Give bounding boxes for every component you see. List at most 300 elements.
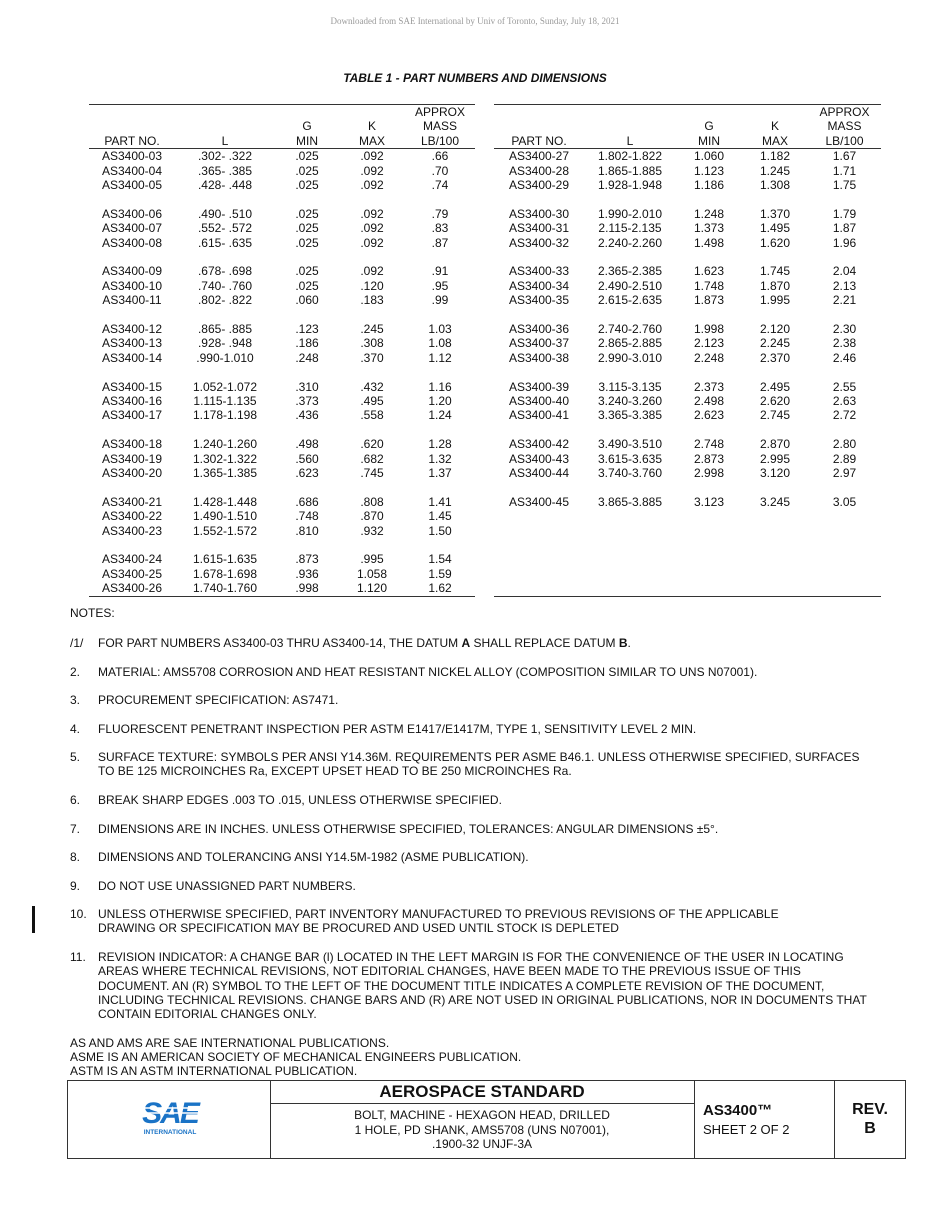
g-min-cell: .025 bbox=[295, 163, 319, 178]
l-cell: 2.365-2.385 bbox=[597, 264, 663, 279]
g-min-cell: .123 bbox=[295, 322, 319, 337]
table-row bbox=[89, 264, 475, 278]
header-approx: APPROX bbox=[808, 105, 881, 120]
g-min-cell: 2.373 bbox=[693, 379, 725, 394]
part-number-cell: AS3400-28 bbox=[508, 163, 570, 178]
change-bar bbox=[32, 906, 35, 933]
l-cell: .990-1.010 bbox=[196, 350, 254, 365]
part-number-cell: AS3400-38 bbox=[508, 350, 570, 365]
g-min-cell: .025 bbox=[295, 235, 319, 250]
mass-cell: 2.13 bbox=[832, 278, 857, 293]
table-row bbox=[494, 380, 881, 394]
table-row bbox=[89, 322, 475, 336]
mass-cell: 1.03 bbox=[428, 322, 452, 337]
mass-cell: 1.79 bbox=[832, 206, 857, 221]
mass-cell: 1.62 bbox=[405, 581, 475, 596]
part-number-cell: AS3400-43 bbox=[508, 451, 570, 466]
table-row bbox=[89, 380, 475, 394]
logo-cell bbox=[68, 1081, 271, 1158]
l-cell: 1.052-1.072 bbox=[192, 379, 258, 394]
table-row bbox=[89, 178, 475, 192]
g-min-cell: .810 bbox=[295, 523, 319, 538]
note-9-text: DO NOT USE UNASSIGNED PART NUMBERS. bbox=[98, 879, 356, 893]
k-max-cell: .682 bbox=[360, 451, 384, 466]
l-cell: 3.365-3.385 bbox=[597, 408, 663, 423]
mass-cell: 1.28 bbox=[428, 437, 452, 452]
publication-line: AS AND AMS ARE SAE INTERNATIONAL PUBLICATIONS. bbox=[70, 1036, 390, 1050]
k-max-cell: 1.620 bbox=[759, 235, 791, 250]
g-min-cell: .060 bbox=[295, 293, 319, 308]
note-7-text: DIMENSIONS ARE IN INCHES. UNLESS OTHERWISE SPECIFIED, TOLERANCES: ANGULAR DIMENSIONS ±5°. bbox=[98, 822, 719, 836]
l-cell: 2.615-2.635 bbox=[597, 293, 663, 308]
group-spacer bbox=[89, 250, 475, 264]
part-number-cell: AS3400-32 bbox=[508, 235, 570, 250]
table-row bbox=[89, 509, 475, 523]
part-number-cell: AS3400-41 bbox=[508, 408, 570, 423]
part-number-cell: AS3400-22 bbox=[101, 509, 163, 524]
title-cell bbox=[270, 1081, 695, 1158]
k-max-cell: .245 bbox=[360, 322, 384, 337]
k-max-cell: .495 bbox=[360, 394, 384, 409]
part-number-cell: AS3400-27 bbox=[508, 149, 570, 164]
l-cell: 3.240-3.260 bbox=[597, 394, 663, 409]
mass-cell: 2.30 bbox=[832, 322, 857, 337]
header-part-no: PART NO. bbox=[89, 134, 175, 149]
table-row bbox=[494, 279, 881, 293]
l-cell: .428- .448 bbox=[197, 178, 253, 193]
table-row bbox=[494, 495, 881, 509]
table-row bbox=[494, 149, 881, 164]
k-max-cell: 1.870 bbox=[759, 278, 791, 293]
g-min-cell: 2.248 bbox=[693, 350, 725, 365]
table-row bbox=[89, 408, 475, 422]
empty-row bbox=[494, 524, 881, 538]
table-row bbox=[89, 221, 475, 235]
k-max-cell: 2.245 bbox=[759, 336, 791, 351]
g-min-cell: .686 bbox=[295, 494, 319, 509]
k-max-cell: 1.495 bbox=[759, 221, 791, 236]
k-max-cell: 1.058 bbox=[356, 566, 388, 581]
l-cell: .490- .510 bbox=[197, 206, 253, 221]
l-cell: 1.928-1.948 bbox=[597, 178, 663, 193]
table-row bbox=[494, 164, 881, 178]
l-cell: .740- .760 bbox=[197, 278, 253, 293]
group-spacer bbox=[89, 365, 475, 379]
l-cell: .365- .385 bbox=[197, 163, 253, 178]
l-cell: .615- .635 bbox=[197, 235, 253, 250]
k-max-cell: .308 bbox=[360, 336, 384, 351]
k-max-cell: .808 bbox=[360, 494, 384, 509]
empty-row bbox=[494, 538, 881, 552]
k-max-cell: 2.745 bbox=[759, 408, 791, 423]
note-number: 8. bbox=[70, 850, 81, 864]
l-cell: 3.615-3.635 bbox=[597, 451, 663, 466]
group-spacer bbox=[89, 308, 475, 322]
l-cell: 2.490-2.510 bbox=[597, 278, 663, 293]
part-number-cell: AS3400-34 bbox=[508, 278, 570, 293]
mass-cell: 1.37 bbox=[428, 466, 452, 481]
mass-cell: 2.97 bbox=[832, 466, 857, 481]
revision-value: B bbox=[864, 1120, 876, 1137]
l-cell: 3.115-3.135 bbox=[598, 379, 662, 394]
l-cell: 1.990-2.010 bbox=[597, 206, 663, 221]
table-row bbox=[494, 336, 881, 350]
g-min-cell: 2.498 bbox=[693, 394, 725, 409]
datum-a: A bbox=[461, 636, 471, 650]
note-10-text: UNLESS OTHERWISE SPECIFIED, PART INVENTORY MANUFACTURED TO PREVIOUS REVISIONS OF THE APPLICABLE DRAWING OR SPECIFICATION MAY BE PROCURED AND USED UNTIL STOCK IS DEPLETED bbox=[98, 907, 779, 936]
l-cell: 1.740-1.760 bbox=[175, 581, 275, 596]
table-row bbox=[89, 567, 475, 581]
k-max-cell: 1.245 bbox=[759, 163, 791, 178]
note-2-text: MATERIAL: AMS5708 CORROSION AND HEAT RESISTANT NICKEL ALLOY (COMPOSITION SIMILAR TO UNS N07001). bbox=[98, 665, 758, 679]
note-number: 5. bbox=[70, 750, 81, 764]
table-row bbox=[89, 495, 475, 509]
table-row bbox=[89, 207, 475, 221]
header-k: K bbox=[367, 119, 376, 134]
k-max-cell: .183 bbox=[360, 293, 384, 308]
g-min-cell: .025 bbox=[295, 278, 319, 293]
mass-cell: .87 bbox=[431, 235, 449, 250]
g-min-cell: .025 bbox=[295, 221, 319, 236]
mass-cell: 2.21 bbox=[832, 293, 857, 308]
dimensions-table-right bbox=[494, 104, 881, 597]
mass-cell: 1.50 bbox=[428, 523, 452, 538]
part-number-cell: AS3400-15 bbox=[101, 379, 163, 394]
g-min-cell: 1.373 bbox=[693, 221, 725, 236]
header-l: L bbox=[584, 134, 676, 149]
header-lb100: LB/100 bbox=[808, 134, 881, 149]
l-cell: 2.865-2.885 bbox=[597, 336, 663, 351]
mass-cell: .79 bbox=[431, 206, 449, 221]
datum-b: B bbox=[618, 636, 628, 650]
table-row bbox=[89, 236, 475, 250]
k-max-cell: .120 bbox=[360, 278, 384, 293]
part-number-cell: AS3400-35 bbox=[508, 293, 570, 308]
l-cell: .928- .948 bbox=[197, 336, 253, 351]
empty-row bbox=[494, 581, 881, 596]
g-min-cell: 1.873 bbox=[693, 293, 725, 308]
part-number-cell: AS3400-44 bbox=[508, 466, 570, 481]
notes-heading: NOTES: bbox=[70, 606, 115, 620]
k-max-cell: 1.120 bbox=[339, 581, 405, 596]
k-max-cell: 1.995 bbox=[759, 293, 791, 308]
mass-cell: 1.32 bbox=[428, 451, 452, 466]
k-max-cell: 1.370 bbox=[759, 206, 791, 221]
l-cell: 1.802-1.822 bbox=[597, 149, 663, 164]
note-number: 7. bbox=[70, 822, 81, 836]
table-row bbox=[494, 221, 881, 235]
sae-logo-text: SAE bbox=[142, 1097, 198, 1130]
l-cell: .302- .322 bbox=[197, 149, 253, 164]
sae-logo bbox=[138, 1095, 202, 1137]
l-cell: 3.740-3.760 bbox=[597, 466, 663, 481]
l-cell: .865- .885 bbox=[197, 322, 253, 337]
table-row bbox=[494, 437, 881, 451]
table-row bbox=[89, 394, 475, 408]
publication-line: ASME IS AN AMERICAN SOCIETY OF MECHANICAL ENGINEERS PUBLICATION. bbox=[70, 1050, 522, 1064]
note-number: 9. bbox=[70, 879, 81, 893]
g-min-cell: 1.186 bbox=[693, 178, 725, 193]
note-11-text: REVISION INDICATOR: A CHANGE BAR (l) LOCATED IN THE LEFT MARGIN IS FOR THE CONVENIENCE OF THE USER IN LOCATING AREAS WHERE TECHNICAL REVISIONS, NOT EDITORIAL CHANGES, HAVE BEEN MADE TO THE PREVIOUS ISSUE OF THIS DOCUMENT. AN (R) SYMBOL TO THE LEFT OF THE DOCUMENT TITLE INDICATES A COMPLETE REVISION OF THE DOCUMENT, INCLUDING TECHNICAL REVISIONS. CHANGE BARS AND (R) ARE NOT USED IN ORIGINAL PUBLICATIONS, NOR IN DOCUMENTS THAT CONTAIN EDITORIAL CHANGES ONLY. bbox=[98, 950, 867, 1022]
part-number-cell: AS3400-42 bbox=[508, 437, 570, 452]
l-cell: .552- .572 bbox=[197, 221, 253, 236]
k-max-cell: .620 bbox=[360, 437, 384, 452]
part-number-cell: AS3400-07 bbox=[101, 221, 163, 236]
part-number-cell: AS3400-23 bbox=[101, 523, 163, 538]
mass-cell: 1.59 bbox=[428, 566, 452, 581]
part-number-cell: AS3400-16 bbox=[101, 394, 163, 409]
group-spacer bbox=[89, 192, 475, 206]
k-max-cell: .932 bbox=[360, 523, 384, 538]
mass-cell: 1.08 bbox=[428, 336, 452, 351]
table-row bbox=[494, 466, 881, 480]
standard-heading: AEROSPACE STANDARD bbox=[270, 1081, 694, 1104]
part-number-cell: AS3400-17 bbox=[101, 408, 163, 423]
k-max-cell: .558 bbox=[360, 408, 384, 423]
mass-cell: .83 bbox=[431, 221, 449, 236]
k-max-cell: .745 bbox=[360, 466, 384, 481]
document-cell bbox=[694, 1081, 835, 1158]
l-cell: 1.490-1.510 bbox=[192, 509, 258, 524]
k-max-cell: 2.120 bbox=[759, 322, 791, 337]
header-g: G bbox=[704, 119, 714, 134]
mass-cell: .70 bbox=[431, 163, 449, 178]
table-row bbox=[89, 279, 475, 293]
note-1-text: FOR PART NUMBERS AS3400-03 THRU AS3400-14, THE DATUM A SHALL REPLACE DATUM B. bbox=[98, 636, 631, 650]
mass-cell: 1.24 bbox=[428, 408, 452, 423]
table-row bbox=[89, 524, 475, 538]
note-number: 4. bbox=[70, 722, 81, 736]
g-min-cell: .623 bbox=[295, 466, 319, 481]
g-min-cell: .025 bbox=[295, 149, 319, 164]
table-row bbox=[494, 408, 881, 422]
group-spacer bbox=[89, 538, 475, 552]
dimensions-table-left bbox=[89, 104, 475, 597]
note-number: 2. bbox=[70, 665, 81, 679]
group-spacer bbox=[494, 192, 881, 206]
document-number: AS3400™ bbox=[703, 1102, 773, 1119]
group-spacer bbox=[89, 480, 475, 494]
g-min-cell: .436 bbox=[295, 408, 319, 423]
part-number-cell: AS3400-20 bbox=[101, 466, 163, 481]
note-number: /1/ bbox=[70, 636, 84, 650]
part-number-cell: AS3400-18 bbox=[101, 437, 163, 452]
part-number-cell: AS3400-29 bbox=[508, 178, 570, 193]
l-cell: 1.365-1.385 bbox=[192, 466, 258, 481]
group-spacer bbox=[494, 250, 881, 264]
g-min-cell: .186 bbox=[295, 336, 319, 351]
mass-cell: 1.41 bbox=[428, 494, 452, 509]
g-min-cell: .560 bbox=[295, 451, 319, 466]
k-max-cell: 2.370 bbox=[759, 350, 791, 365]
group-spacer bbox=[494, 365, 881, 379]
part-number-cell: AS3400-36 bbox=[508, 322, 570, 337]
note-4-text: FLUORESCENT PENETRANT INSPECTION PER ASTM E1417/E1417M, TYPE 1, SENSITIVITY LEVEL 2 MIN. bbox=[98, 722, 697, 736]
part-number-cell: AS3400-05 bbox=[101, 178, 163, 193]
mass-cell: 2.63 bbox=[832, 394, 857, 409]
table-row bbox=[89, 452, 475, 466]
g-min-cell: .936 bbox=[295, 566, 319, 581]
group-spacer bbox=[89, 423, 475, 437]
l-cell: 2.240-2.260 bbox=[597, 235, 663, 250]
k-max-cell: .092 bbox=[360, 221, 384, 236]
mass-cell: 3.05 bbox=[832, 494, 857, 509]
publication-line: ASTM IS AN ASTM INTERNATIONAL PUBLICATION. bbox=[70, 1064, 358, 1078]
k-max-cell: .092 bbox=[360, 178, 384, 193]
header-approx: APPROX bbox=[405, 105, 475, 120]
table-row bbox=[89, 164, 475, 178]
title-block bbox=[67, 1080, 906, 1159]
k-max-cell: .370 bbox=[360, 350, 384, 365]
part-number-cell: AS3400-37 bbox=[508, 336, 570, 351]
part-number-cell: AS3400-14 bbox=[101, 350, 163, 365]
empty-row bbox=[494, 567, 881, 581]
part-number-cell: AS3400-04 bbox=[101, 163, 163, 178]
g-min-cell: .373 bbox=[295, 394, 319, 409]
part-number-cell: AS3400-19 bbox=[101, 451, 163, 466]
table-row bbox=[494, 322, 881, 336]
part-number-cell: AS3400-11 bbox=[102, 293, 162, 308]
header-mass: MASS bbox=[827, 119, 862, 134]
header-min: MIN bbox=[275, 134, 339, 149]
note-number: 3. bbox=[70, 693, 81, 707]
part-number-cell: AS3400-10 bbox=[101, 278, 163, 293]
mass-cell: 1.54 bbox=[428, 552, 452, 567]
g-min-cell: .310 bbox=[295, 379, 319, 394]
g-min-cell: .998 bbox=[275, 581, 339, 596]
k-max-cell: .995 bbox=[360, 552, 384, 567]
table-row bbox=[89, 293, 475, 307]
mass-cell: 1.87 bbox=[832, 221, 857, 236]
table-row bbox=[494, 394, 881, 408]
g-min-cell: 2.998 bbox=[693, 466, 725, 481]
l-cell: 1.302-1.322 bbox=[192, 451, 258, 466]
revision-label: REV. bbox=[852, 1101, 888, 1118]
mass-cell: 2.55 bbox=[832, 379, 857, 394]
header-max: MAX bbox=[742, 134, 808, 149]
part-number-cell: AS3400-25 bbox=[101, 566, 163, 581]
g-min-cell: .025 bbox=[295, 264, 319, 279]
g-min-cell: 1.498 bbox=[693, 235, 725, 250]
mass-cell: .66 bbox=[431, 149, 449, 164]
header-lb100: LB/100 bbox=[405, 134, 475, 149]
mass-cell: 1.12 bbox=[428, 350, 452, 365]
group-spacer bbox=[494, 308, 881, 322]
part-number-cell: AS3400-33 bbox=[508, 264, 570, 279]
note-8-text: DIMENSIONS AND TOLERANCING ANSI Y14.5M-1982 (ASME PUBLICATION). bbox=[98, 850, 529, 864]
note-number: 6. bbox=[70, 793, 81, 807]
mass-cell: 1.71 bbox=[832, 163, 857, 178]
table-row bbox=[89, 336, 475, 350]
part-number-cell: AS3400-26 bbox=[89, 581, 175, 596]
part-description: BOLT, MACHINE - HEXAGON HEAD, DRILLED 1 HOLE, PD SHANK, AMS5708 (UNS N07001), .1900-32 UNJF-3A bbox=[354, 1108, 610, 1151]
part-number-cell: AS3400-21 bbox=[101, 494, 163, 509]
header-mass: MASS bbox=[422, 119, 457, 134]
empty-row bbox=[494, 552, 881, 566]
note-6-text: BREAK SHARP EDGES .003 TO .015, UNLESS OTHERWISE SPECIFIED. bbox=[98, 793, 502, 807]
k-max-cell: .092 bbox=[360, 206, 384, 221]
sheet-number: SHEET 2 OF 2 bbox=[703, 1122, 790, 1137]
mass-cell: .99 bbox=[431, 293, 449, 308]
g-min-cell: 1.748 bbox=[693, 278, 725, 293]
mass-cell: 2.38 bbox=[832, 336, 857, 351]
g-min-cell: 1.998 bbox=[693, 322, 725, 337]
part-number-cell: AS3400-03 bbox=[101, 149, 163, 164]
k-max-cell: .432 bbox=[360, 379, 384, 394]
k-max-cell: 1.182 bbox=[759, 149, 791, 164]
part-number-cell: AS3400-30 bbox=[508, 206, 570, 221]
table-row bbox=[89, 581, 475, 596]
sae-logo-subtext: INTERNATIONAL bbox=[143, 1129, 197, 1136]
k-max-cell: 2.870 bbox=[759, 437, 791, 452]
k-max-cell: .092 bbox=[360, 264, 384, 279]
part-number-cell: AS3400-09 bbox=[101, 264, 163, 279]
g-min-cell: 1.060 bbox=[693, 149, 725, 164]
note-5-text: SURFACE TEXTURE: SYMBOLS PER ANSI Y14.36M. REQUIREMENTS PER ASME B46.1. UNLESS OTHERWISE SPECIFIED, SURFACES TO BE 125 MICROINCHES Ra, EXCEPT UPSET HEAD TO BE 250 MICROINCHES Ra. bbox=[98, 750, 860, 779]
g-min-cell: .025 bbox=[295, 178, 319, 193]
mass-cell: .91 bbox=[431, 264, 449, 279]
table-row bbox=[89, 437, 475, 451]
g-min-cell: 2.623 bbox=[693, 408, 725, 423]
dimensions-table-right-body bbox=[494, 149, 881, 596]
part-number-cell: AS3400-12 bbox=[101, 322, 163, 337]
g-min-cell: 2.123 bbox=[693, 336, 725, 351]
part-number-cell: AS3400-31 bbox=[508, 221, 570, 236]
part-number-cell: AS3400-45 bbox=[508, 494, 570, 509]
k-max-cell: 3.120 bbox=[759, 466, 791, 481]
header-min: MIN bbox=[676, 134, 742, 149]
mass-cell: 2.46 bbox=[832, 350, 857, 365]
note-number: 11. bbox=[70, 950, 86, 964]
download-banner: Downloaded from SAE International by Univ of Toronto, Sunday, July 18, 2021 bbox=[330, 16, 620, 26]
header-max: MAX bbox=[339, 134, 405, 149]
l-cell: 1.552-1.572 bbox=[192, 523, 258, 538]
l-cell: 3.865-3.885 bbox=[597, 494, 663, 509]
l-cell: .802- .822 bbox=[197, 293, 253, 308]
header-g: G bbox=[302, 119, 312, 134]
g-min-cell: 1.123 bbox=[693, 163, 725, 178]
part-number-cell: AS3400-24 bbox=[101, 552, 163, 567]
header-l: L bbox=[175, 134, 275, 149]
table-row bbox=[494, 207, 881, 221]
l-cell: .678- .698 bbox=[197, 264, 253, 279]
mass-cell: 2.80 bbox=[832, 437, 857, 452]
table-row bbox=[89, 552, 475, 566]
g-min-cell: .498 bbox=[295, 437, 319, 452]
mass-cell: 2.72 bbox=[832, 408, 857, 423]
k-max-cell: .092 bbox=[360, 149, 384, 164]
l-cell: 3.490-3.510 bbox=[597, 437, 663, 452]
g-min-cell: 2.748 bbox=[693, 437, 725, 452]
g-min-cell: .873 bbox=[295, 552, 319, 567]
table-row bbox=[494, 264, 881, 278]
header-k: K bbox=[770, 119, 779, 134]
table-row bbox=[89, 466, 475, 480]
header-part-no: PART NO. bbox=[494, 134, 584, 149]
revision-cell bbox=[835, 1081, 905, 1158]
note-3-text: PROCUREMENT SPECIFICATION: AS7471. bbox=[98, 693, 339, 707]
l-cell: 2.740-2.760 bbox=[597, 322, 663, 337]
mass-cell: 2.89 bbox=[832, 451, 857, 466]
mass-cell: .74 bbox=[431, 178, 449, 193]
k-max-cell: 1.745 bbox=[759, 264, 791, 279]
group-spacer bbox=[494, 480, 881, 494]
part-number-cell: AS3400-13 bbox=[101, 336, 163, 351]
g-min-cell: .025 bbox=[295, 206, 319, 221]
l-cell: 1.865-1.885 bbox=[597, 163, 663, 178]
k-max-cell: 2.620 bbox=[759, 394, 791, 409]
g-min-cell: 3.123 bbox=[693, 494, 725, 509]
